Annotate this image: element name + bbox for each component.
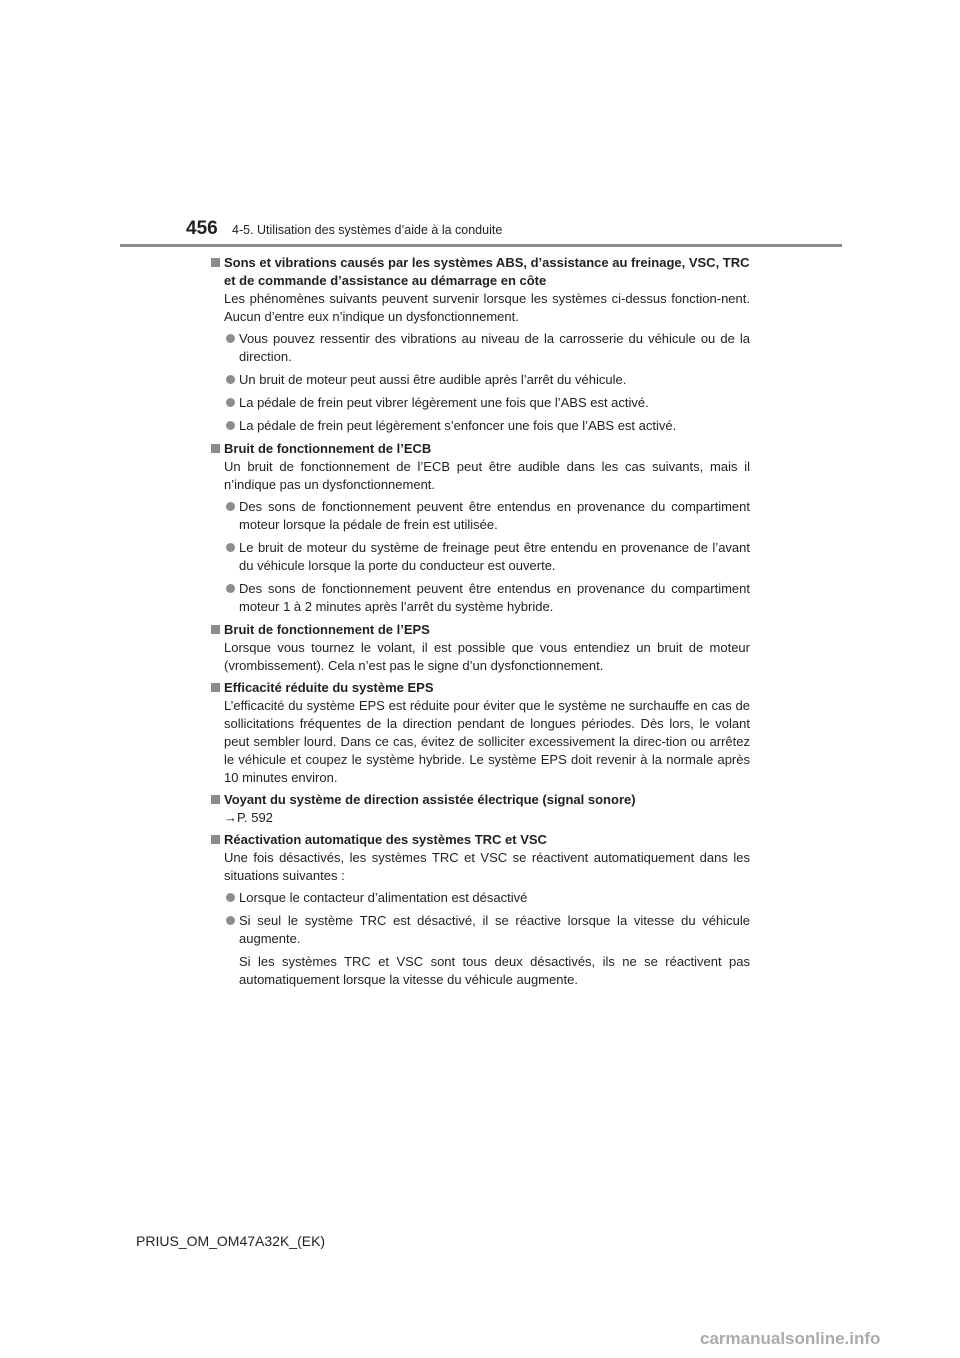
- section-heading-text: Bruit de fonctionnement de l’ECB: [224, 441, 432, 456]
- square-bullet-icon: [211, 835, 220, 844]
- list-item-text: La pédale de frein peut vibrer légèrement une fois que l’ABS est activé.: [239, 395, 649, 410]
- circle-bullet-icon: [226, 421, 235, 430]
- section-eps-reduced: [210, 679, 750, 787]
- section-heading: [210, 254, 750, 290]
- section-paragraph: Les phénomènes suivants peuvent survenir lorsque les systèmes ci-dessus fonction-nent. Aucun d’entre eux n’indique un dysfonctionnement.: [224, 291, 750, 324]
- section-heading-text: Voyant du système de direction assistée électrique (signal sonore): [224, 792, 636, 807]
- list-item-text: Un bruit de moteur peut aussi être audible après l’arrêt du véhicule.: [239, 372, 627, 387]
- section-heading: [210, 831, 750, 849]
- page-content: [210, 254, 750, 994]
- circle-bullet-icon: [226, 375, 235, 384]
- section-eps-noise: [210, 621, 750, 675]
- section-trc-vsc-reactivation: [210, 831, 750, 989]
- section-paragraph: Un bruit de fonctionnement de l’ECB peut être audible dans les cas suivants, mais il n’indique pas un dysfonctionnement.: [224, 459, 750, 492]
- circle-bullet-icon: [226, 584, 235, 593]
- circle-bullet-icon: [226, 334, 235, 343]
- list-item-text: Des sons de fonctionnement peuvent être entendus en provenance du compartiment moteur lorsque la pédale de frein est utilisée.: [239, 499, 750, 532]
- page-number: 456: [186, 218, 218, 239]
- list-item: [210, 889, 750, 907]
- square-bullet-icon: [211, 683, 220, 692]
- square-bullet-icon: [211, 258, 220, 267]
- section-abs-vsc-sounds: [210, 254, 750, 435]
- list-item: [210, 371, 750, 389]
- section-heading: [210, 440, 750, 458]
- list-item: [210, 417, 750, 435]
- section-paragraph: L’efficacité du système EPS est réduite pour éviter que le système ne surchauffe en cas de sollicitations fréquentes de la direction pendant de longues périodes. Dès lors, le volant peut sembler lourd. Dans ce cas, évitez de solliciter excessivement la direc-tion ou arrêtez le véhicule et coupez le système hybride. Le système EPS doit revenir à la normale après 10 minutes environ.: [224, 698, 750, 785]
- section-paragraph: Une fois désactivés, les systèmes TRC et VSC se réactivent automatiquement dans les situations suivantes :: [224, 850, 750, 883]
- circle-bullet-icon: [226, 893, 235, 902]
- list-item-text: Lorsque le contacteur d’alimentation est désactivé: [239, 890, 528, 905]
- list-item-note: Si les systèmes TRC et VSC sont tous deux désactivés, ils ne se réactivent pas automatiquement lorsque la vitesse du véhicule augmente.: [239, 954, 750, 987]
- section-heading: [210, 621, 750, 639]
- circle-bullet-icon: [226, 502, 235, 511]
- circle-bullet-icon: [226, 916, 235, 925]
- square-bullet-icon: [211, 444, 220, 453]
- list-item-text: Des sons de fonctionnement peuvent être entendus en provenance du compartiment moteur 1 à 2 minutes après l’arrêt du système hybride.: [239, 581, 750, 614]
- watermark: carmanualsonline.info: [700, 1329, 881, 1348]
- section-heading-text: Bruit de fonctionnement de l’EPS: [224, 622, 430, 637]
- section-heading-text: Réactivation automatique des systèmes TRC et VSC: [224, 832, 547, 847]
- header-divider: [120, 244, 842, 247]
- circle-bullet-icon: [226, 398, 235, 407]
- section-heading-text: Sons et vibrations causés par les systèmes ABS, d’assistance au freinage, VSC, TRC et de commande d’assistance au démarrage en côte: [224, 255, 750, 288]
- square-bullet-icon: [211, 795, 220, 804]
- list-item: [210, 580, 750, 616]
- document-code: PRIUS_OM_OM47A32K_(EK): [136, 1233, 326, 1249]
- section-heading: [210, 679, 750, 697]
- list-item-text: Le bruit de moteur du système de freinage peut être entendu en provenance de l’avant du véhicule lorsque la porte du conducteur est ouverte.: [239, 540, 750, 573]
- list-item-text: La pédale de frein peut légèrement s’enfoncer une fois que l’ABS est activé.: [239, 418, 677, 433]
- square-bullet-icon: [211, 625, 220, 634]
- section-paragraph: Lorsque vous tournez le volant, il est possible que vous entendiez un bruit de moteur (vrombissement). Cela n’est pas le signe d’un dysfonctionnement.: [224, 640, 750, 673]
- page-reference-link[interactable]: →P. 592: [224, 810, 273, 825]
- list-item: [210, 330, 750, 366]
- chapter-title: 4-5. Utilisation des systèmes d’aide à la conduite: [232, 223, 503, 237]
- list-item-text: Vous pouvez ressentir des vibrations au niveau de la carrosserie du véhicule ou de la direction.: [239, 331, 750, 364]
- list-item: [210, 498, 750, 534]
- section-heading: [210, 791, 750, 809]
- section-eps-warning-light: [210, 791, 750, 827]
- section-heading-text: Efficacité réduite du système EPS: [224, 680, 434, 695]
- list-item: [210, 394, 750, 412]
- section-ecb-noise: [210, 440, 750, 616]
- circle-bullet-icon: [226, 543, 235, 552]
- list-item-text: Si seul le système TRC est désactivé, il se réactive lorsque la vitesse du véhicule augmente.: [239, 913, 750, 946]
- list-item: [210, 912, 750, 948]
- list-item: [210, 539, 750, 575]
